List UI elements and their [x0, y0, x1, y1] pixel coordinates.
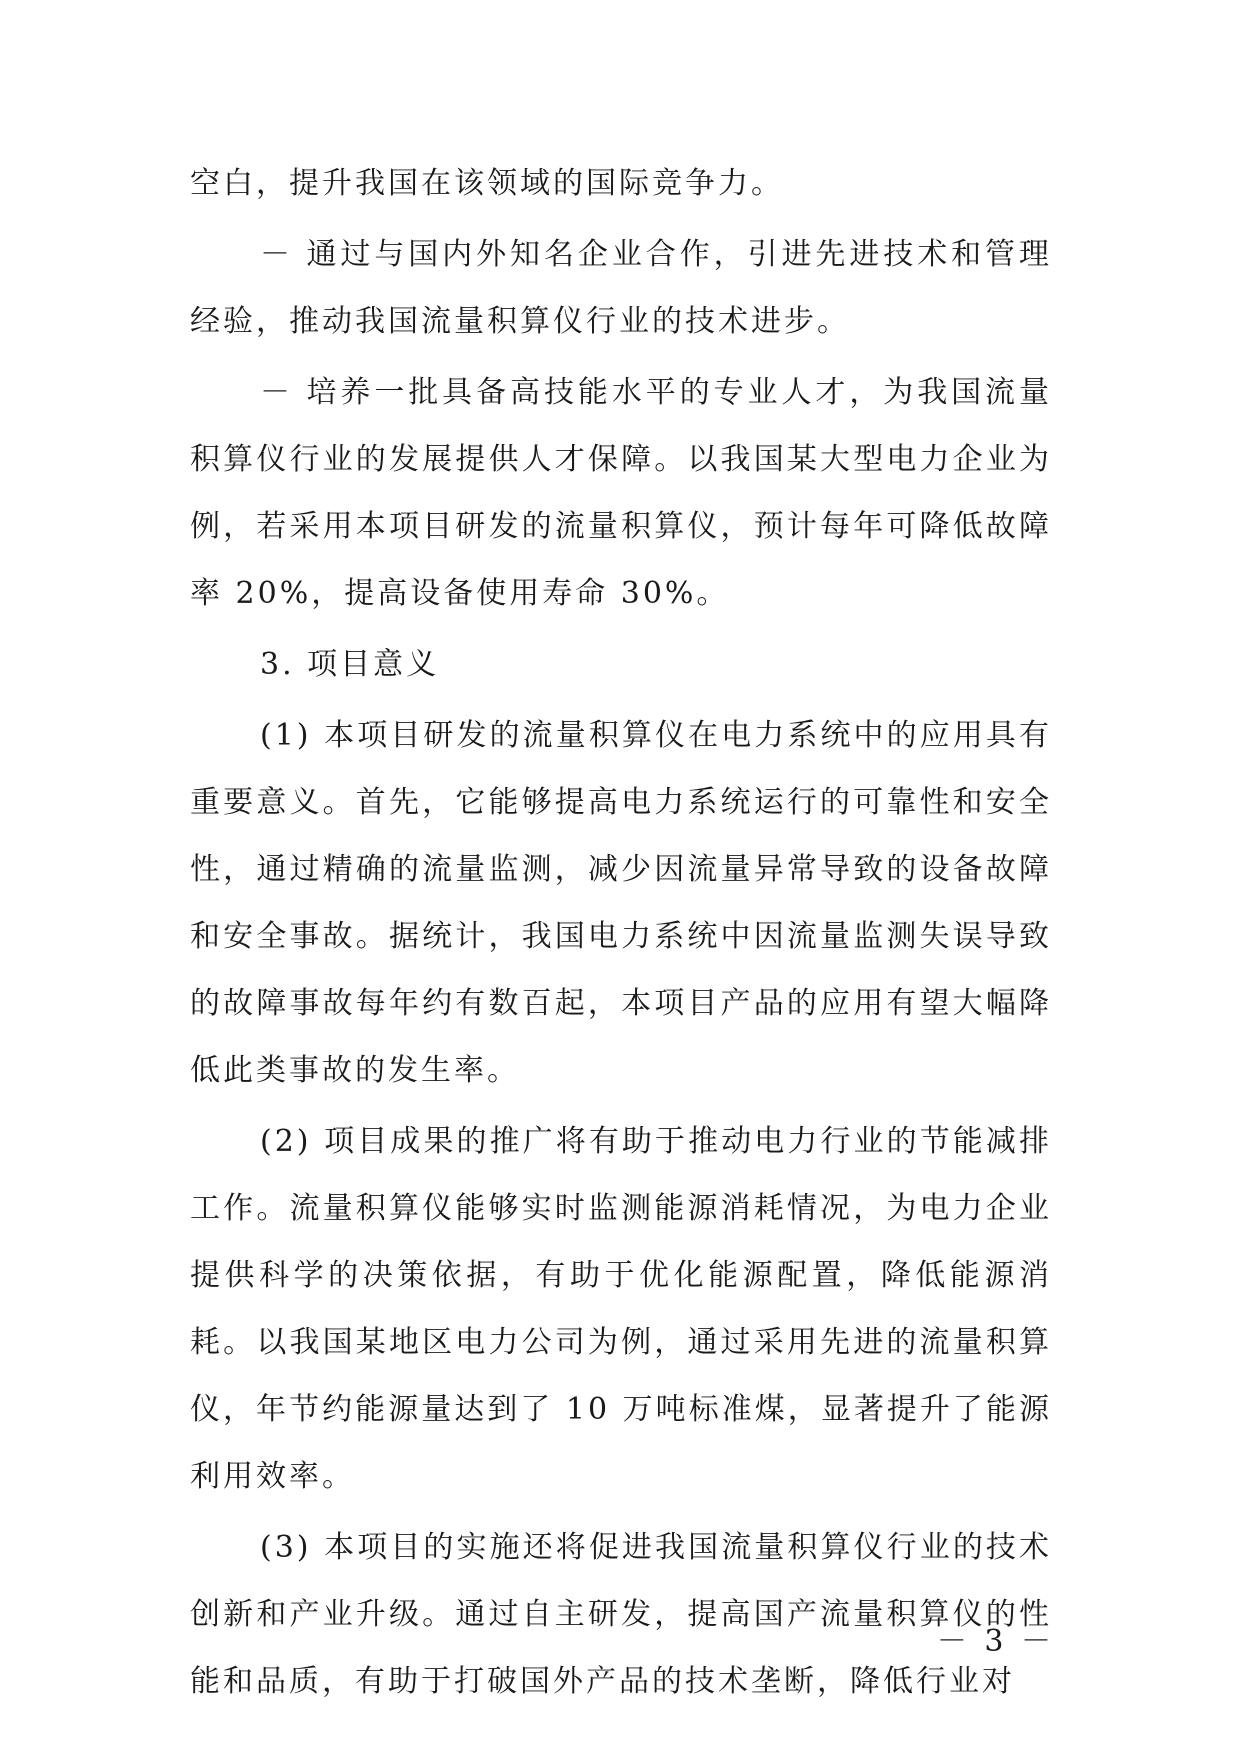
paragraph-continuation: 空白，提升我国在该领域的国际竞争力。	[190, 166, 784, 201]
paragraph-significance-2: (2) 项目成果的推广将有助于推动电力行业的节能减排工作。流量积算仪能够实时监测能源消耗情况，为电力企业提供科学的决策依据，有助于优化能源配置，降低能源消耗。以我国某地区电力公司为例，通过采用先进的流量积算仪，年节约能源量达到了 10 万吨标准煤，显著提升了能源利用效率。	[190, 1124, 1052, 1494]
section-heading: 3. 项目意义	[260, 647, 440, 682]
page-number: － 3 －	[936, 1624, 1055, 1659]
paragraph-significance-1: (1) 本项目研发的流量积算仪在电力系统中的应用具有重要意义。首先，它能够提高电力系统运行的可靠性和安全性，通过精确的流量监测，减少因流量异常导致的设备故障和安全事故。据统计，我国电力系统中因流量监测失误导致的故障事故每年约有数百起，本项目产品的应用有望大幅降低此类事故的发生率。	[190, 718, 1052, 1088]
paragraph-significance-3: (3) 本项目的实施还将促进我国流量积算仪行业的技术创新和产业升级。通过自主研发，提高国产流量积算仪的性能和品质，有助于打破国外产品的技术垄断，降低行业对	[190, 1530, 1052, 1699]
bullet-talent: － 培养一批具备高技能水平的专业人才，为我国流量积算仪行业的发展提供人才保障。以我国某大型电力企业为例，若采用本项目研发的流量积算仪，预计每年可降低故障率 20%，提高设备使用寿命 30%。	[190, 375, 1052, 611]
bullet-cooperation: － 通过与国内外知名企业合作，引进先进技术和管理经验，推动我国流量积算仪行业的技术进步。	[190, 237, 1052, 339]
document-body	[190, 150, 1052, 1715]
